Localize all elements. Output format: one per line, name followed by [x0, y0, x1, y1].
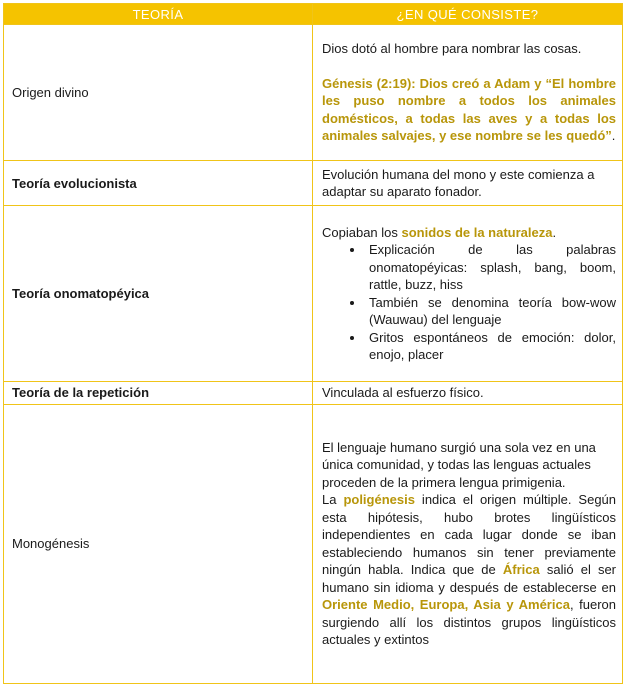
theory-name: [4, 161, 313, 206]
table-row: [4, 25, 623, 161]
description-text: Evolución humana del mono y este comienza a adaptar su aparato fonador.: [322, 166, 595, 199]
theory-description: [313, 161, 623, 206]
highlight-text: poligénesis: [343, 492, 415, 507]
theory-description: [313, 404, 623, 683]
table-row: [4, 161, 623, 206]
theory-name-text: Teoría onomatopéyica: [12, 286, 150, 301]
theories-table: [3, 3, 623, 684]
theory-description: [313, 382, 623, 405]
theory-name-text: Monogénesis: [12, 536, 90, 551]
description-text: Copiaban los sonidos de la naturaleza.: [322, 224, 557, 240]
highlight-text: sonidos de la naturaleza: [401, 224, 553, 240]
table-row: [4, 382, 623, 405]
header-teoria: TEORÍA: [4, 4, 313, 25]
description-text: Dios dotó al hombre para nombrar las cosas.: [322, 41, 582, 57]
highlight-text: África: [502, 562, 540, 577]
theory-description: [313, 25, 623, 161]
description-text: El lenguaje humano surgió una sola vez en una única comunidad, y todas las lenguas actuales proceden de la primera lengua primigenia.: [322, 439, 596, 490]
bullet-list: [322, 241, 616, 364]
description-quote: Génesis (2:19): Dios creó a Adam y “El hombre les puso nombre a todos los animales domésticos, a todas las aves y a todas los animales salvajes, y ese nombre se les quedó”.: [322, 75, 616, 144]
theory-name: [4, 206, 313, 382]
theory-name-text: Teoría evolucionista: [12, 175, 137, 191]
table-row: [4, 404, 623, 683]
theory-name-text: Origen divino: [12, 85, 89, 100]
theory-name: [4, 382, 313, 405]
highlight-text: Oriente Medio, Europa, Asia y América: [322, 597, 570, 612]
table-row: [4, 206, 623, 382]
header-en-que-consiste: ¿EN QUÉ CONSISTE?: [313, 4, 623, 25]
theory-name: [4, 404, 313, 683]
theory-name-text: Teoría de la repetición: [12, 385, 150, 401]
list-item: • Explicación de las palabras onomatopéyicas: splash, bang, boom, rattle, buzz, hiss: [365, 241, 616, 294]
description-text: La poligénesis indica el origen múltiple. Según esta hipótesis, hubo brotes lingüísticos independientes en cada lugar donde se iban estableciendo humanos sin tener previamente ningún habla. Indica que de África salió el ser humano sin idioma y después de establecerse en Oriente Medio, Europa, Asia y América, fueron surgiendo allí los distintos grupos lingüísticos actuales y extintos: [322, 492, 617, 647]
description-text: Vinculada al esfuerzo físico.: [322, 385, 484, 400]
table-header-row: [4, 4, 623, 25]
list-item: • También se denomina teoría bow-wow (Wauwau) del lenguaje: [365, 294, 616, 329]
theory-name: [4, 25, 313, 161]
quote-highlight: Génesis (2:19): Dios creó a Adam y “El hombre les puso nombre a todos los animales domésticos, a todas las aves y a todas los animales salvajes, y ese nombre se les quedó”: [322, 75, 616, 144]
theory-description: [313, 206, 623, 382]
list-item: • Gritos espontáneos de emoción: dolor, enojo, placer: [365, 329, 616, 364]
